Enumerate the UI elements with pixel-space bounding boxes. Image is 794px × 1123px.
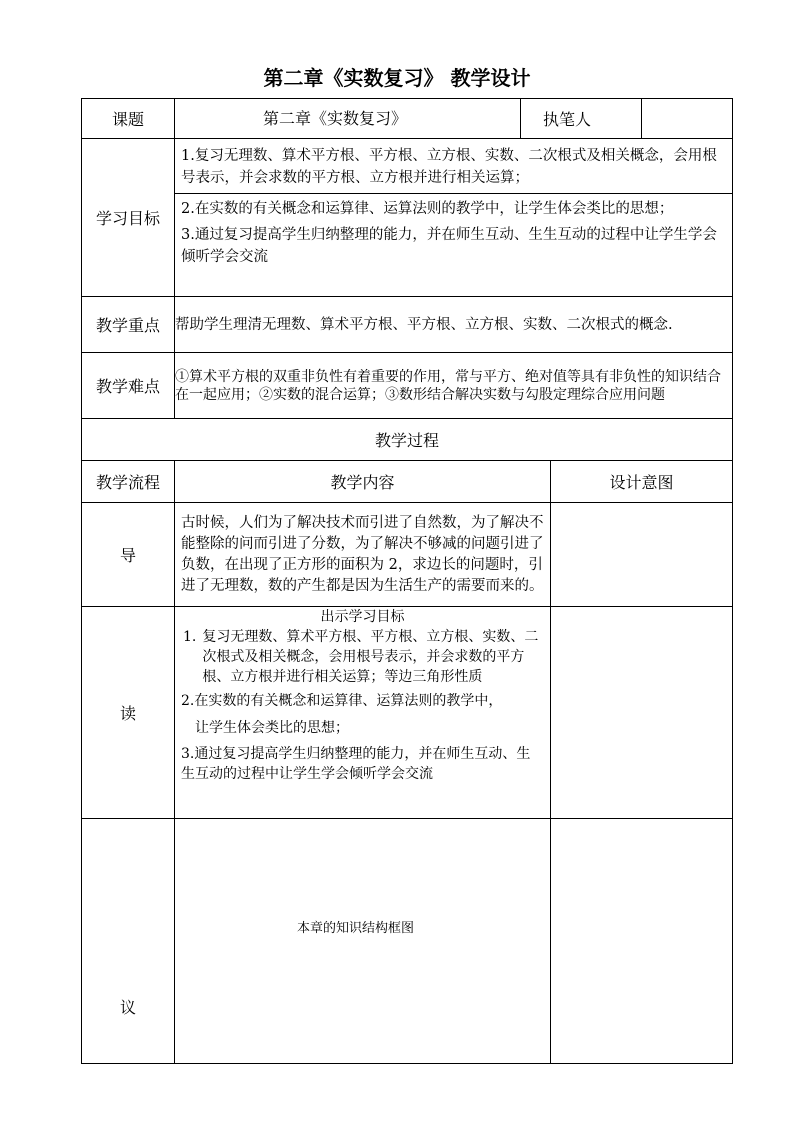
stage-read-item-1-num: 1. [183, 629, 197, 645]
process-title-row [82, 419, 733, 461]
key-points-label: 教学重点 [82, 297, 175, 353]
difficulties-text: ①算术平方根的双重非负性有着重要的作用，常与平方、绝对值等具有非负性的知识结合在一起应用；②实数的混合运算；③数形结合解决实数与勾股定理综合应用问题 [175, 353, 733, 419]
process-title: 教学过程 [82, 419, 733, 461]
col-flow-header: 教学流程 [82, 461, 175, 503]
stage-read-content [175, 607, 551, 819]
stage-read-item-2: 2.在实数的有关概念和运算律、运算法则的教学中， [181, 693, 503, 709]
stage-guide-content: 古时候，人们为了解决技术而引进了自然数，为了解决不能整除的问而引进了分数，为了解决不够减的问题引进了负数，在出现了正方形的面积为 2，求边长的问题时，引进了无理数，数的产生都是因为生活生产的需要而来的。 [175, 503, 551, 607]
stage-discuss-intent [551, 819, 733, 1064]
stage-read-heading: 出示学习目标 [320, 609, 405, 625]
col-content-header: 教学内容 [175, 461, 551, 503]
stage-discuss-row [82, 819, 733, 1064]
stage-read-item-1-text: 复习无理数、算术平方根、平方根、立方根、实数、二次根式及相关概念，会用根号表示，并会求数的平方根、立方根并进行相关运算；等边三角形性质 [202, 629, 539, 685]
lesson-plan-table [81, 98, 733, 1064]
stage-guide-label: 导 [82, 503, 175, 607]
stage-read-intent [551, 607, 733, 819]
stage-guide-intent [551, 503, 733, 607]
objective-item-2: 2.在实数的有关概念和运算律、运算法则的教学中，让学生体会类比的思想； [175, 193, 732, 224]
col-intent-header: 设计意图 [551, 461, 733, 503]
key-points-text: 帮助学生理清无理数、算术平方根、平方根、立方根、实数、二次根式的概念. [175, 297, 733, 353]
objective-item-3: 3.通过复习提高学生归纳整理的能力，并在师生互动、生生互动的过程中让学生学会倾听学会交流 [181, 227, 717, 265]
process-header-row [82, 461, 733, 503]
page-title: 第二章《实数复习》 教学设计 [263, 66, 531, 90]
stage-discuss-label: 议 [82, 819, 175, 1064]
difficulties-row [82, 353, 733, 419]
topic-label: 课题 [82, 99, 175, 139]
difficulties-label: 教学难点 [82, 353, 175, 419]
knowledge-structure-caption: 本章的知识结构框图 [297, 921, 415, 936]
stage-read-item-2-cont: 让学生体会类比的思想； [195, 720, 349, 736]
stage-guide-row [82, 503, 733, 607]
objectives-content [175, 139, 733, 297]
stage-read-item-1 [181, 627, 544, 687]
key-points-row [82, 297, 733, 353]
stage-read-row [82, 607, 733, 819]
objectives-row [82, 139, 733, 297]
topic-value: 第二章《实数复习》 [175, 99, 521, 139]
stage-discuss-content [175, 819, 551, 1064]
author-label: 执笔人 [521, 99, 642, 139]
author-value [642, 99, 733, 139]
objective-item-1: 1.复习无理数、算术平方根、平方根、立方根、实数、二次根式及相关概念，会用根号表示，并会求数的平方根、立方根并进行相关运算； [181, 148, 717, 186]
stage-read-item-3: 3.通过复习提高学生归纳整理的能力，并在师生互动、生生互动的过程中让学生学会倾听学会交流 [181, 746, 531, 782]
topic-row [82, 99, 733, 139]
stage-read-label: 读 [82, 607, 175, 819]
objectives-label: 学习目标 [82, 139, 175, 297]
